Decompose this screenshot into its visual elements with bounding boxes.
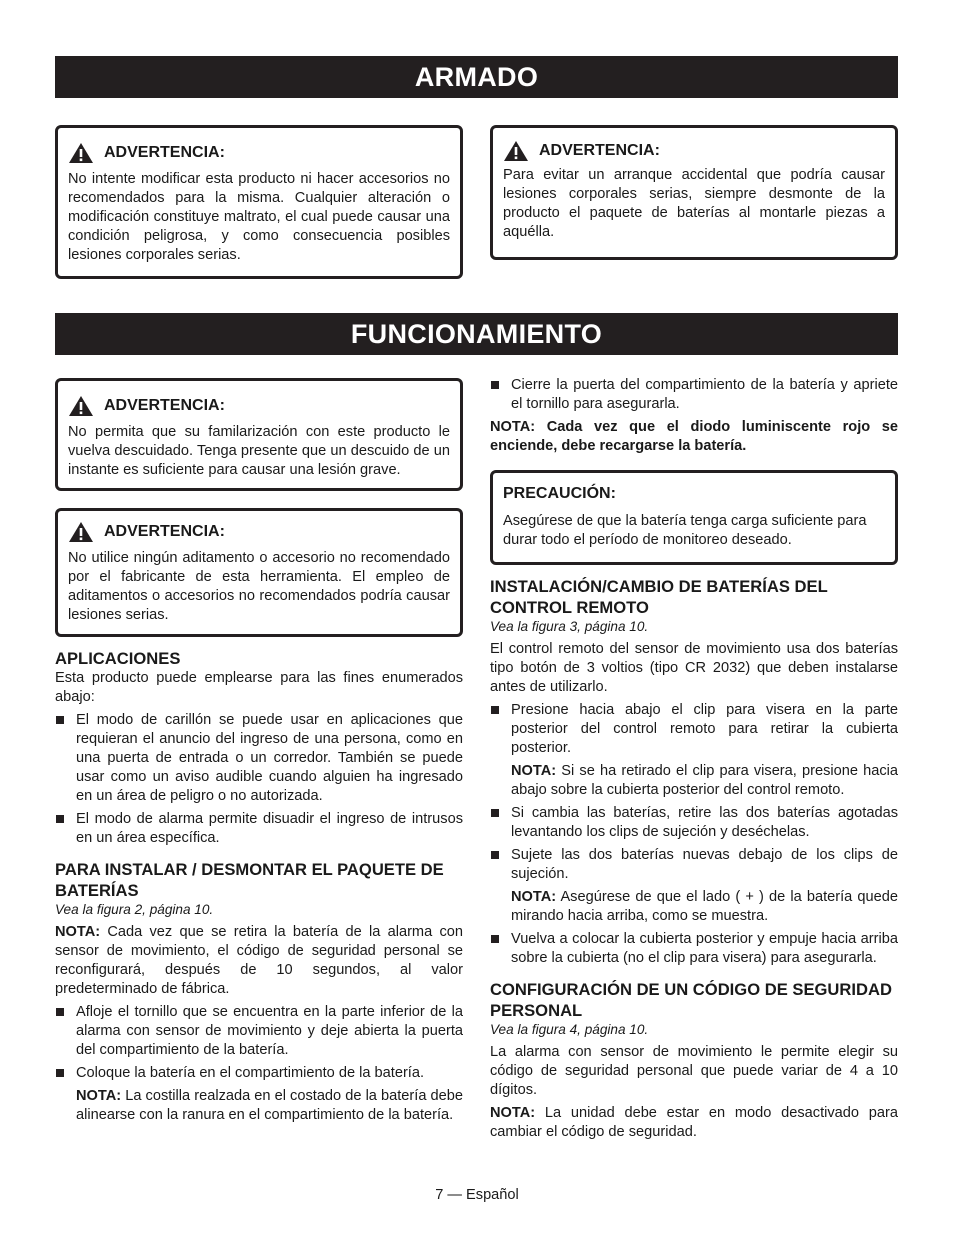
note-paragraph: NOTA: Cada vez que el diodo luminiscente rojo se enciende, debe recargarse la batería. <box>490 419 898 454</box>
figure-reference: Vea la figura 3, página 10. <box>490 619 649 634</box>
warning-header <box>68 395 450 417</box>
list-item: El modo de alarma permite disuadir el ingreso de intrusos en un área específica. <box>55 810 463 848</box>
warning-text: No utilice ningún aditamento o accesorio no recomendado por el fabricante de esta herramienta. El empleo de aditamentos o accesorios no recomendados podría causar lesiones serias. <box>68 550 450 623</box>
warning-triangle-icon <box>503 140 529 162</box>
section-heading-codigo: CONFIGURACIÓN DE UN CÓDIGO DE SEGURIDAD PERSONAL <box>490 980 892 1020</box>
figure-reference: Vea la figura 4, página 10. <box>490 1022 649 1037</box>
list-item: El modo de carillón se puede usar en aplicaciones que requieran el anuncio del ingreso de una persona, como en una puerta de entrada o un corredor. También se puede usar como un aviso audible cuando alguien ha ingresado en un área de peligro o no autorizada. <box>55 711 463 806</box>
warning-header <box>68 521 450 543</box>
warning-header <box>503 140 885 162</box>
sub-note <box>490 762 898 800</box>
right-column-top <box>490 376 898 460</box>
sub-note <box>55 1087 463 1125</box>
section-heading-aplicaciones: APLICACIONES <box>55 649 181 668</box>
warning-text: Para evitar un arranque accidental que podría causar lesiones corporales serias, siempre desmonte de la producto el paquete de baterías al montarle piezas a aquélla. <box>503 167 885 240</box>
note-label: NOTA: <box>55 924 101 940</box>
warning-triangle-icon <box>68 395 94 417</box>
paragraph: La alarma con sensor de movimiento le permite elegir su código de seguridad personal que puede variar de 4 a 10 dígitos. <box>490 1044 898 1098</box>
figure-reference: Vea la figura 2, página 10. <box>55 902 214 917</box>
paragraph: Esta producto puede emplearse para las fines enumerados abajo: <box>55 670 463 705</box>
list-item: Si cambia las baterías, retire las dos baterías agotadas levantando los clips de sujeción y deséchelas. <box>490 804 898 842</box>
warning-box-aditamentos <box>55 508 463 637</box>
warning-box-descuido <box>55 378 463 491</box>
note-text: La unidad debe estar en modo desactivado para cambiar el código de seguridad. <box>490 1105 898 1140</box>
warning-label: ADVERTENCIA: <box>104 397 225 414</box>
note-label: NOTA: <box>76 1088 122 1104</box>
page-footer: 7 — Español <box>435 1187 519 1203</box>
sub-note <box>490 888 898 926</box>
caution-box <box>490 470 898 565</box>
caution-text: Asegúrese de que la batería tenga carga suficiente para durar todo el período de monitoreo deseado. <box>503 513 867 548</box>
warning-text: No permita que su familarización con este producto le vuelva descuidado. Tenga presente que un descuido de un instante es suficiente para causar una lesión grave. <box>68 424 450 478</box>
note-text: Si se ha retirado el clip para visera, presione hacia abajo sobre la cubierta posterior del control remoto. <box>511 763 898 798</box>
note-paragraph <box>55 923 463 999</box>
warning-label: ADVERTENCIA: <box>539 142 660 159</box>
warning-box-arranque <box>490 125 898 260</box>
note-label: NOTA: <box>490 1105 536 1121</box>
list-item: Afloje el tornillo que se encuentra en la parte inferior de la alarma con sensor de movimiento y deje abierta la puerta del compartimiento de la batería. <box>55 1003 463 1060</box>
note-label: NOTA: <box>511 763 557 779</box>
list-item: Coloque la batería en el compartimiento de la batería. <box>55 1064 463 1083</box>
caution-header <box>503 485 885 503</box>
warning-box-modificar <box>55 125 463 279</box>
warning-label: ADVERTENCIA: <box>104 523 225 540</box>
note-text: La costilla realzada en el costado de la batería debe alinearse con la ranura en el compartimiento de la batería. <box>76 1088 463 1123</box>
note-label: NOTA: <box>511 889 557 905</box>
caution-label: PRECAUCIÓN: <box>503 485 616 502</box>
left-column <box>55 648 463 1129</box>
warning-label: ADVERTENCIA: <box>104 144 225 161</box>
warning-text: No intente modificar esta producto ni hacer accesorios no recomendados para la misma. Cualquier alteración o modificación constituye maltrato, el cual puede causar una condición peligrosa, y como consecuencia posibles lesiones corporales serias. <box>68 171 450 263</box>
list-item: Presione hacia abajo el clip para visera en la parte posterior del control remoto para retirar la cubierta posterior. <box>490 701 898 758</box>
note-paragraph <box>490 1104 898 1142</box>
section-banner-funcionamiento: FUNCIONAMIENTO <box>55 313 898 355</box>
warning-header <box>68 142 450 164</box>
note-text: Asegúrese de que el lado ( + ) de la batería quede mirando hacia arriba, como se muestra. <box>511 889 898 924</box>
paragraph: El control remoto del sensor de movimiento usa dos baterías tipo botón de 3 voltios (tipo CR 2032) que deben instalarse antes de utilizarlo. <box>490 641 898 695</box>
section-heading-instalar: PARA INSTALAR / DESMONTAR EL PAQUETE DE BATERÍAS <box>55 860 444 900</box>
warning-triangle-icon <box>68 142 94 164</box>
warning-triangle-icon <box>68 521 94 543</box>
list-item: Sujete las dos baterías nuevas debajo de los clips de sujeción. <box>490 846 898 884</box>
section-banner-armado: ARMADO <box>55 56 898 98</box>
right-column <box>490 576 898 1146</box>
note-text: Cada vez que se retira la batería de la alarma con sensor de movimiento, el código de seguridad personal se reconfigurará, después de 10 segundos, al valor predeterminado de fábrica. <box>55 924 463 997</box>
list-item: Cierre la puerta del compartimiento de la batería y apriete el tornillo para asegurarla. <box>490 376 898 414</box>
section-heading-control-remoto: INSTALACIÓN/CAMBIO DE BATERÍAS DEL CONTROL REMOTO <box>490 577 828 617</box>
list-item: Vuelva a colocar la cubierta posterior y empuje hacia arriba sobre la cubierta (no el clip para visera) para asegurarla. <box>490 930 898 968</box>
